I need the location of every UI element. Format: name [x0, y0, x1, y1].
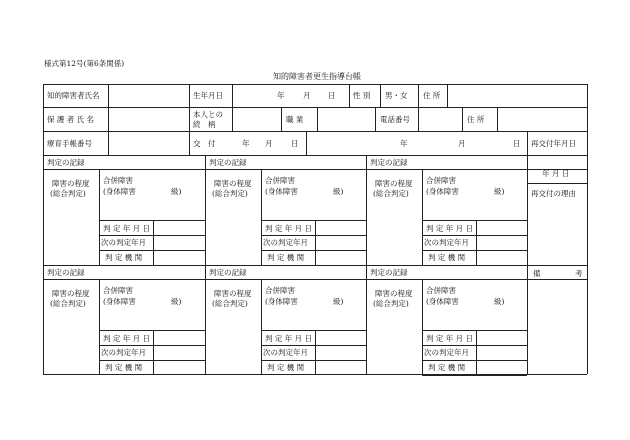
judgment-date-label-r1c2: 判 定 年 月 日	[265, 224, 313, 233]
issue-day-label: 日	[291, 139, 299, 148]
reissue-date-label: 再交付年月日	[531, 139, 576, 148]
next-judgment-field-r1c3[interactable]	[477, 236, 526, 249]
disability-grade-label-r1c2: 級)	[333, 187, 344, 196]
judgment-agency-label-r1c3: 判 定 機 関	[428, 253, 466, 262]
physical-disability-label-r1c1: (身体障害	[103, 187, 136, 196]
judgment-agency-field-r1c2[interactable]	[316, 251, 365, 264]
next-judgment-field-r1c2[interactable]	[316, 236, 365, 249]
next-judgment-label-r1c3: 次の判定年月	[424, 238, 469, 247]
relation-label-line2: 続 柄	[193, 120, 216, 129]
degree-label-r2c1: 障害の程度	[52, 289, 90, 298]
next-judgment-label-r1c1: 次の判定年月	[101, 238, 146, 247]
judgment-agency-field-r2c2[interactable]	[316, 361, 365, 374]
judgment-record-label-r1c1: 判定の記録	[47, 158, 85, 167]
next-judgment-label-r2c1: 次の判定年月	[101, 348, 146, 357]
judgment-agency-label-r2c3: 判 定 機 関	[428, 363, 466, 372]
combined-disability-label-r1c1: 合併障害	[103, 176, 133, 185]
judgment-date-label-r2c2: 判 定 年 月 日	[265, 334, 313, 343]
reissue-ymd-label: 年 月 日	[542, 169, 570, 178]
birth-month-label: 月	[303, 91, 311, 100]
physical-disability-label-r2c1: (身体障害	[103, 297, 136, 306]
judgment-agency-field-r1c3[interactable]	[477, 251, 526, 264]
combined-disability-label-r1c3: 合併障害	[426, 176, 456, 185]
form-number: 様式第12号(第6条関係)	[44, 59, 125, 68]
reissue-reason-label: 再交付の理由	[531, 189, 576, 198]
judgment-agency-label-r1c2: 判 定 機 関	[267, 253, 305, 262]
judgment-agency-label-r1c1: 判 定 機 関	[105, 253, 143, 262]
degree-sub-label-r2c1: (総合判定)	[50, 299, 86, 308]
reissue-day-label: 日	[513, 139, 521, 148]
degree-sub-label-r2c2: (総合判定)	[212, 299, 248, 308]
patient-name-field[interactable]	[109, 85, 188, 106]
patient-name-label: 知的障害者氏名	[47, 91, 100, 100]
judgment-record-label-r1c2: 判定の記録	[209, 158, 247, 167]
occupation-label: 職 業	[286, 115, 304, 124]
judgment-agency-field-r2c3[interactable]	[477, 361, 526, 374]
degree-label-r2c3: 障害の程度	[375, 289, 413, 298]
judgment-date-field-r1c1[interactable]	[154, 221, 204, 234]
judgment-record-label-r1c3: 判定の記録	[370, 158, 408, 167]
next-judgment-field-r1c1[interactable]	[154, 236, 204, 249]
remarks-label-1: 備	[533, 269, 541, 278]
birth-day-label: 日	[328, 91, 336, 100]
disability-grade-label-r1c3: 級)	[494, 187, 505, 196]
degree-sub-label-r2c3: (総合判定)	[373, 299, 409, 308]
judgment-agency-label-r2c2: 判 定 機 関	[267, 363, 305, 372]
judgment-record-label-r2c2: 判定の記録	[209, 268, 247, 277]
next-judgment-field-r2c3[interactable]	[477, 346, 526, 359]
disability-grade-label-r2c2: 級)	[333, 297, 344, 306]
physical-disability-label-r1c2: (身体障害	[265, 187, 298, 196]
degree-label-r1c3: 障害の程度	[375, 179, 413, 188]
judgment-date-label-r1c1: 判 定 年 月 日	[103, 224, 151, 233]
combined-disability-label-r2c1: 合併障害	[103, 286, 133, 295]
remarks-label-2: 考	[575, 269, 583, 278]
reissue-year-label: 年	[400, 139, 408, 148]
degree-sub-label-r1c1: (総合判定)	[50, 189, 86, 198]
next-judgment-label-r2c3: 次の判定年月	[424, 348, 469, 357]
degree-label-r2c2: 障害の程度	[214, 289, 252, 298]
birth-year-label: 年	[277, 91, 285, 100]
disability-grade-label-r1c1: 級)	[171, 187, 182, 196]
combined-disability-label-r2c2: 合併障害	[265, 286, 295, 295]
degree-label-r1c1: 障害の程度	[52, 179, 90, 188]
disability-grade-label-r2c1: 級)	[171, 297, 182, 306]
judgment-record-label-r2c1: 判定の記録	[47, 268, 85, 277]
combined-disability-label-r2c3: 合併障害	[426, 286, 456, 295]
judgment-date-field-r1c3[interactable]	[477, 221, 526, 234]
relation-label-line1: 本人との	[193, 110, 223, 119]
degree-label-r1c2: 障害の程度	[214, 179, 252, 188]
form-title: 知的障害者更生指導台帳	[273, 72, 361, 81]
address-label: 住 所	[423, 91, 441, 100]
degree-sub-label-r1c2: (総合判定)	[212, 189, 248, 198]
disability-grade-label-r2c3: 級)	[494, 297, 505, 306]
combined-disability-label-r1c2: 合併障害	[265, 176, 295, 185]
sex-value[interactable]: 男・女	[385, 91, 408, 100]
next-judgment-field-r2c2[interactable]	[316, 346, 365, 359]
issue-label: 交 付	[193, 139, 216, 148]
issue-month-label: 月	[265, 139, 273, 148]
physical-disability-label-r1c3: (身体障害	[426, 187, 459, 196]
judgment-record-label-r2c3: 判定の記録	[370, 268, 408, 277]
birthdate-label: 生年月日	[193, 91, 223, 100]
next-judgment-label-r2c2: 次の判定年月	[263, 348, 308, 357]
phone-label: 電話番号	[380, 115, 410, 124]
judgment-date-field-r1c2[interactable]	[316, 221, 365, 234]
next-judgment-label-r1c2: 次の判定年月	[263, 238, 308, 247]
judgment-agency-field-r2c1[interactable]	[154, 361, 204, 374]
judgment-date-field-r2c1[interactable]	[154, 331, 204, 344]
degree-sub-label-r1c3: (総合判定)	[373, 189, 409, 198]
judgment-date-field-r2c2[interactable]	[316, 331, 365, 344]
physical-disability-label-r2c3: (身体障害	[426, 297, 459, 306]
judgment-agency-field-r1c1[interactable]	[154, 251, 204, 264]
judgment-date-field-r2c3[interactable]	[477, 331, 526, 344]
judgment-date-label-r2c3: 判 定 年 月 日	[426, 334, 474, 343]
judgment-agency-label-r2c1: 判 定 機 関	[105, 363, 143, 372]
next-judgment-field-r2c1[interactable]	[154, 346, 204, 359]
reissue-month-label: 月	[458, 139, 466, 148]
guardian-address-label: 住 所	[467, 115, 485, 124]
issue-year-label: 年	[242, 139, 250, 148]
judgment-date-label-r1c3: 判 定 年 月 日	[426, 224, 474, 233]
handbook-number-label: 療育手帳番号	[47, 139, 92, 148]
physical-disability-label-r2c2: (身体障害	[265, 297, 298, 306]
sex-label: 性 別	[353, 91, 371, 100]
guardian-name-label: 保 護 者 氏 名	[47, 115, 95, 124]
judgment-date-label-r2c1: 判 定 年 月 日	[103, 334, 151, 343]
